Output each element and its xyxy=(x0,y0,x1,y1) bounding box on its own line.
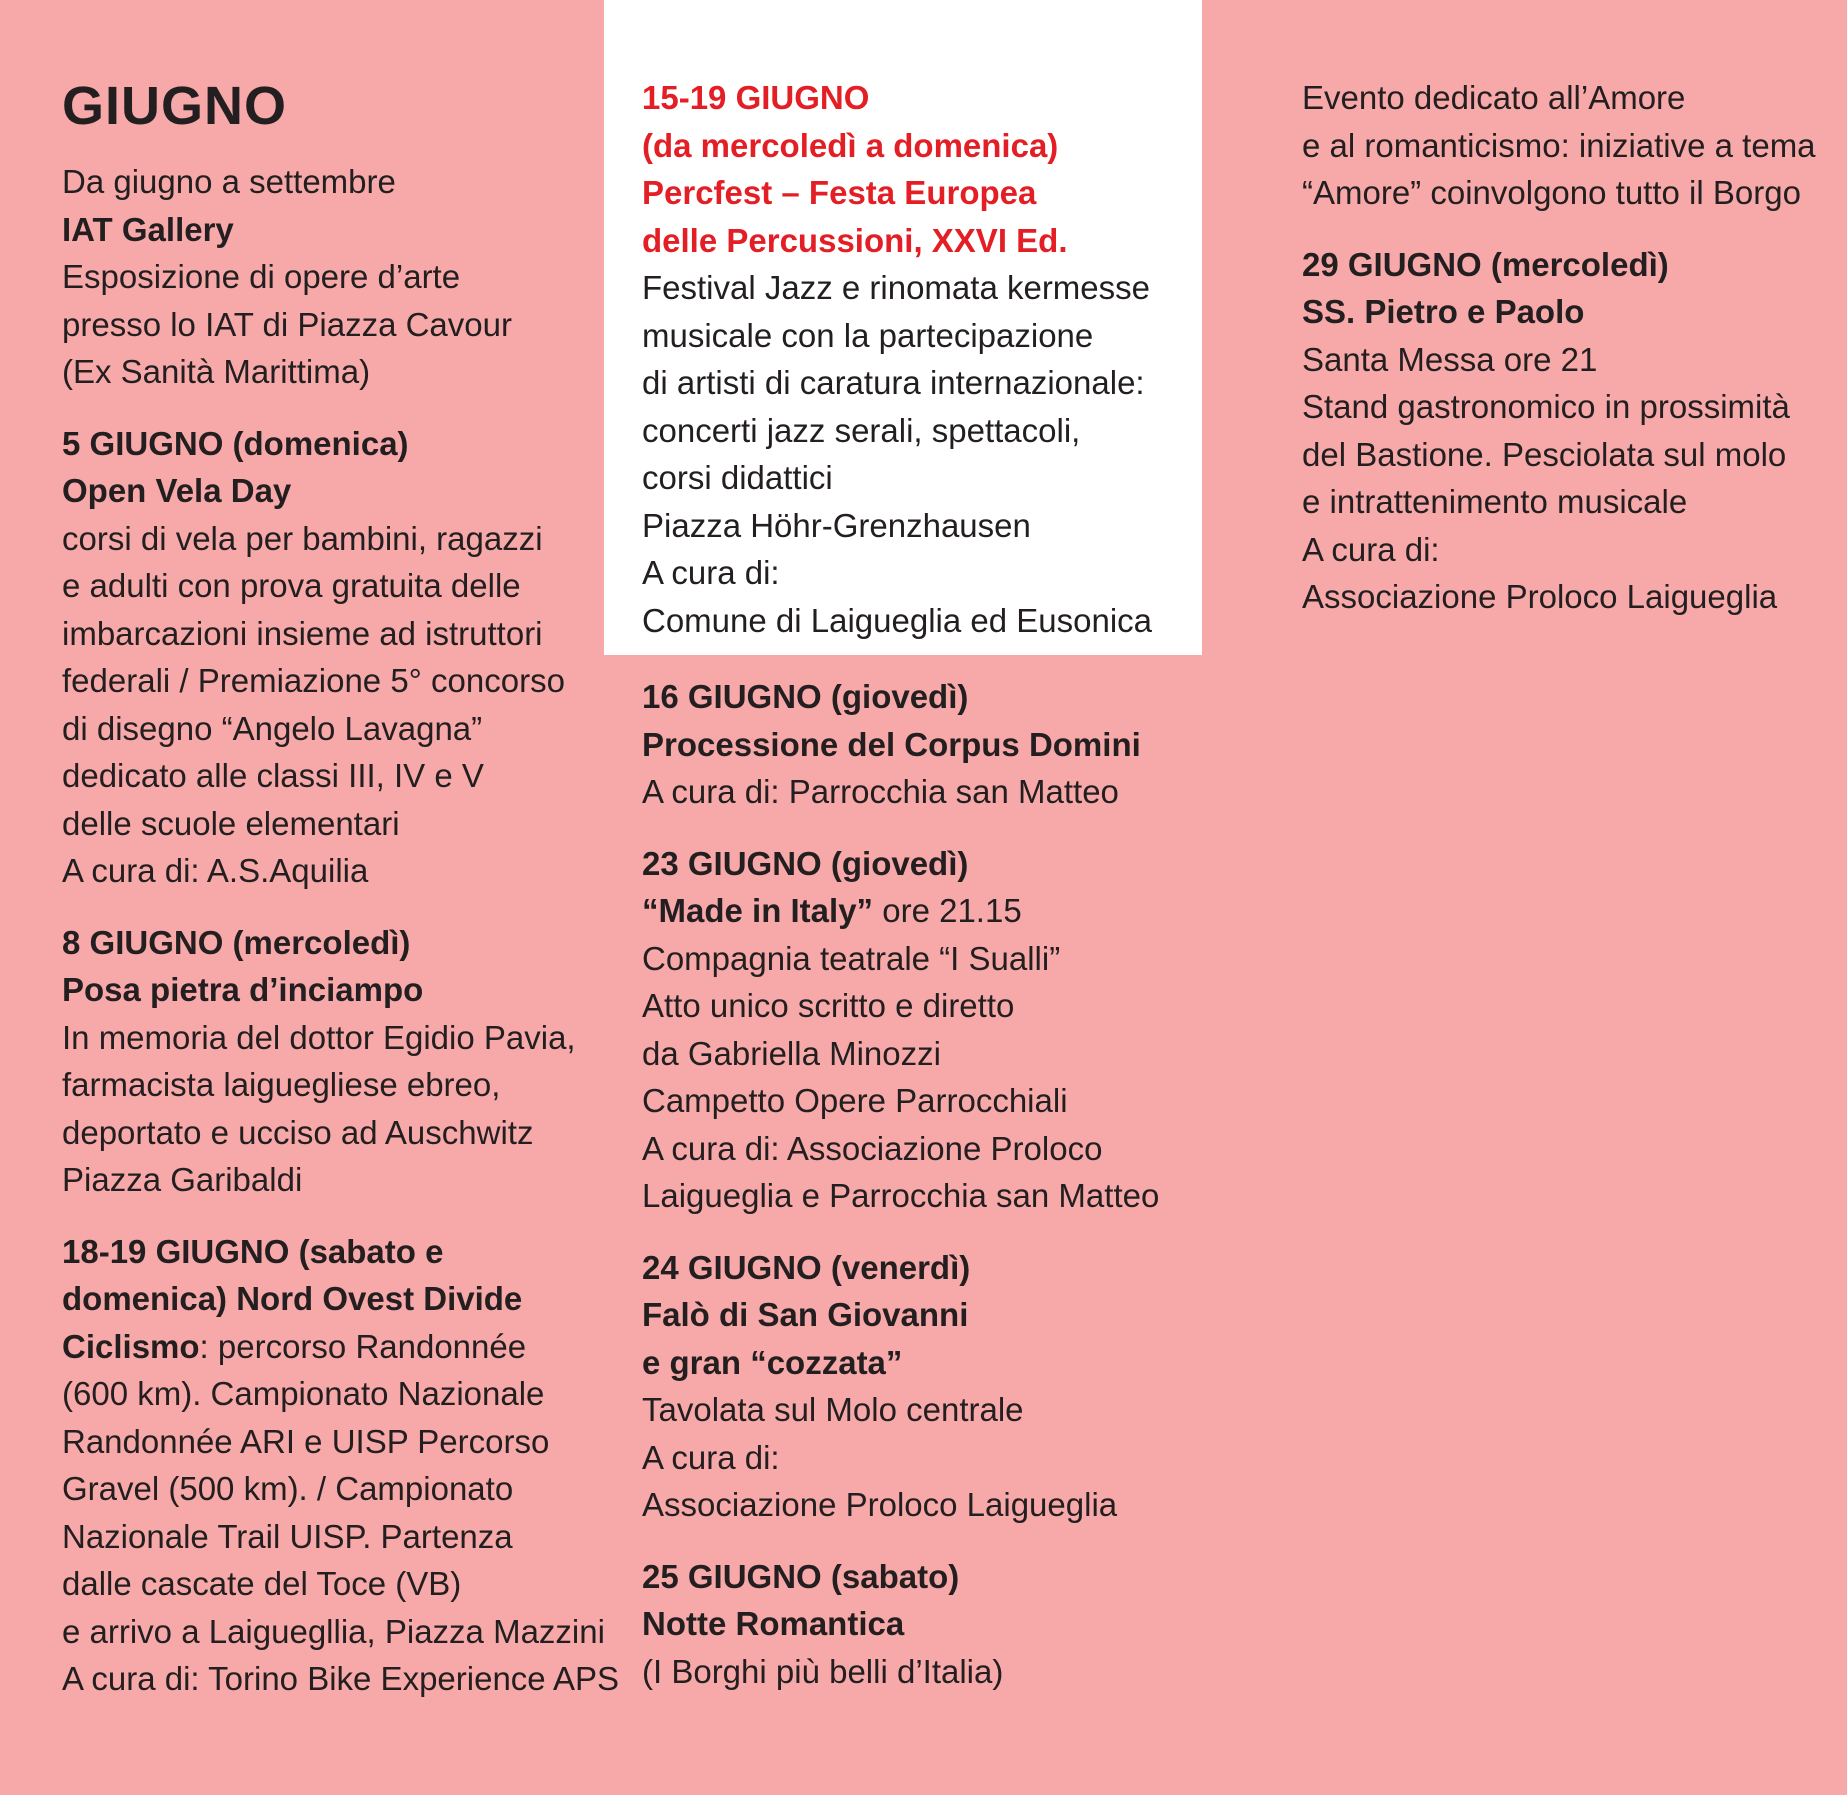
event-falo-san-giovanni xyxy=(642,1244,1202,1529)
event-text: dedicato alle classi III, IV e V xyxy=(62,757,484,794)
event-text: farmacista laiguegliese ebreo, xyxy=(62,1066,501,1103)
event-nord-ovest-divide xyxy=(62,1228,620,1703)
event-title: Falò di San Giovanni xyxy=(642,1296,969,1333)
event-text: imbarcazioni insieme ad istruttori xyxy=(62,614,543,652)
event-text: Associazione Proloco Laigueglia xyxy=(1302,578,1778,615)
column-left xyxy=(62,0,620,1727)
event-date: 23 GIUGNO (giovedì) xyxy=(642,844,969,882)
event-text: del Bastione. Pesciolata sul molo xyxy=(1302,435,1787,473)
event-text: Stand gastronomico in prossimità xyxy=(1302,388,1790,425)
event-text: Festival Jazz e rinomata kermesse xyxy=(642,269,1151,306)
event-title: Posa pietra d’inciampo xyxy=(62,971,424,1008)
event-category: Ciclismo xyxy=(62,1327,200,1365)
event-pietro-paolo xyxy=(1302,241,1842,621)
event-text: da Gabriella Minozzi xyxy=(642,1034,941,1072)
event-text: Atto unico scritto e diretto xyxy=(642,987,1015,1024)
event-open-vela-day xyxy=(62,420,602,895)
event-text: (600 km). Campionato Nazionale xyxy=(62,1375,545,1412)
event-text: e adulti con prova gratuita delle xyxy=(62,567,521,604)
event-text: Randonnée ARI e UISP Percorso xyxy=(62,1422,550,1460)
event-date: 25 GIUGNO (sabato) xyxy=(642,1557,960,1595)
event-text: Campetto Opere Parrocchiali xyxy=(642,1082,1068,1119)
event-posa-pietra xyxy=(62,919,602,1204)
event-text: e arrivo a Laiguegllia, Piazza Mazzini xyxy=(62,1612,605,1650)
event-title-line xyxy=(642,887,1202,935)
event-text: corsi didattici xyxy=(642,459,833,496)
month-title: GIUGNO xyxy=(62,76,288,136)
event-text: di disegno “Angelo Lavagna” xyxy=(62,709,483,747)
column-middle xyxy=(604,0,1202,1719)
event-text: Tavolata sul Molo centrale xyxy=(642,1391,1024,1428)
event-text: presso lo IAT di Piazza Cavour xyxy=(62,305,512,343)
event-text: corsi di vela per bambini, ragazzi xyxy=(62,519,543,557)
event-text: e al romanticismo: iniziative a tema xyxy=(1302,126,1816,164)
event-title-line xyxy=(62,1323,602,1371)
event-text: Esposizione di opere d’arte xyxy=(62,258,461,295)
event-text: In memoria del dottor Egidio Pavia, xyxy=(62,1018,576,1056)
event-title: domenica) Nord Ovest Divide xyxy=(62,1280,523,1317)
event-text: Piazza Höhr-Grenzhausen xyxy=(642,506,1031,544)
event-title: e gran “cozzata” xyxy=(642,1343,903,1381)
event-text: di artisti di caratura internazionale: xyxy=(642,364,1145,401)
event-text: A cura di: A.S.Aquilia xyxy=(62,852,369,889)
event-text: A cura di: xyxy=(1302,530,1440,568)
event-text: delle scuole elementari xyxy=(62,804,400,842)
event-text: e intrattenimento musicale xyxy=(1302,483,1688,520)
event-text: federali / Premiazione 5° concorso xyxy=(62,662,565,699)
event-title: Percfest – Festa Europea xyxy=(642,174,1037,211)
event-text: A cura di: Associazione Proloco xyxy=(642,1129,1103,1167)
event-text: “Amore” coinvolgono tutto il Borgo xyxy=(1302,174,1801,211)
event-text: Comune di Laigueglia ed Eusonica xyxy=(642,601,1153,639)
event-date: 24 GIUGNO (venerdì) xyxy=(642,1248,971,1286)
event-text: : percorso Randonnée xyxy=(199,1327,527,1365)
event-text: musicale con la partecipazione xyxy=(642,316,1094,354)
event-title: SS. Pietro e Paolo xyxy=(1302,293,1585,330)
event-text: Nazionale Trail UISP. Partenza xyxy=(62,1517,513,1555)
event-date: 16 GIUGNO (giovedì) xyxy=(642,678,969,715)
event-time: ore 21.15 xyxy=(873,892,1022,929)
event-text: Laigueglia e Parrocchia san Matteo xyxy=(642,1177,1160,1214)
event-date: 18-19 GIUGNO (sabato e xyxy=(62,1232,444,1270)
event-title: delle Percussioni, XXVI Ed. xyxy=(642,221,1068,259)
event-text: Compagnia teatrale “I Sualli” xyxy=(642,939,1061,977)
event-date: 15-19 GIUGNO xyxy=(642,79,870,116)
event-title: Notte Romantica xyxy=(642,1605,905,1642)
event-title: Processione del Corpus Domini xyxy=(642,725,1141,763)
event-corpus-domini xyxy=(642,673,1202,816)
event-title: “Made in Italy” xyxy=(642,892,874,929)
event-date: Da giugno a settembre xyxy=(62,163,396,200)
event-date: 29 GIUGNO (mercoledì) xyxy=(1302,245,1669,283)
event-iat-gallery xyxy=(62,158,602,396)
event-notte-romantica xyxy=(642,1553,1202,1696)
event-notte-romantica-continued xyxy=(1302,74,1842,217)
event-text: Santa Messa ore 21 xyxy=(1302,340,1598,378)
event-text: A cura di: xyxy=(642,554,780,591)
event-date-range: (da mercoledì a domenica) xyxy=(642,126,1059,164)
event-date: 8 GIUGNO (mercoledì) xyxy=(62,923,411,961)
event-text: Piazza Garibaldi xyxy=(62,1161,303,1198)
event-date: 5 GIUGNO (domenica) xyxy=(62,424,409,462)
event-title: Open Vela Day xyxy=(62,472,292,509)
event-title: IAT Gallery xyxy=(62,210,234,248)
event-text: A cura di: xyxy=(642,1438,780,1476)
event-text: (Ex Sanità Marittima) xyxy=(62,353,371,390)
event-text: A cura di: Torino Bike Experience APS xyxy=(62,1660,620,1697)
event-text: dalle cascate del Toce (VB) xyxy=(62,1565,462,1602)
event-text: concerti jazz serali, spettacoli, xyxy=(642,411,1081,449)
event-text: Evento dedicato all’Amore xyxy=(1302,79,1686,116)
event-text: (I Borghi più belli d’Italia) xyxy=(642,1652,1004,1690)
event-text: deportato e ucciso ad Auschwitz xyxy=(62,1113,534,1151)
event-made-in-italy xyxy=(642,840,1202,1220)
event-percfest xyxy=(642,0,1202,639)
column-right xyxy=(1302,0,1842,645)
event-text: A cura di: Parrocchia san Matteo xyxy=(642,773,1119,810)
event-text: Associazione Proloco Laigueglia xyxy=(642,1486,1118,1523)
event-text: Gravel (500 km). / Campionato xyxy=(62,1470,514,1507)
